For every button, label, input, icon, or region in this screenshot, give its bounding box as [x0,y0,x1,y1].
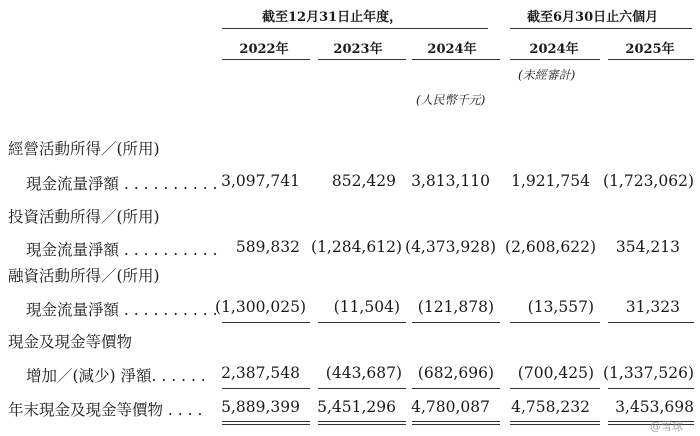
cell-value: (1,300,025) [215,298,306,316]
cell-value: (700,425) [517,364,594,382]
year-rule [510,59,600,60]
cell-value: 589,832 [235,238,300,256]
cell-value: (1,337,526) [603,364,694,382]
subtotal-rule [608,322,694,323]
cell-value: (2,608,622) [505,238,596,256]
year-rule [318,59,406,60]
cell-value: (4,373,928) [405,238,496,256]
year-rule [608,59,694,60]
cell-value: 852,429 [331,172,396,190]
group-rule-annual [222,28,488,29]
total-double-rule [412,421,500,425]
row-label-net-change: 現金及現金等價物 [8,333,133,351]
total-top-rule [608,388,694,389]
total-double-rule [510,421,600,425]
total-top-rule [510,388,600,389]
cell-value: 1,921,754 [511,172,590,190]
total-double-rule [222,421,310,425]
cell-value: 354,213 [615,238,680,256]
row-label-year-end-cash: 年末現金及現金等價物 . . . . [8,401,203,419]
subtotal-rule [318,322,406,323]
total-top-rule [412,388,500,389]
year-header-2024: 2024年 [427,42,477,57]
cell-value: (13,557) [527,298,594,316]
group-rule-half-year [510,28,692,29]
year-header-2025-h1: 2025年 [625,42,675,57]
total-value: 4,780,087 [411,398,490,416]
cell-value: 3,097,741 [221,172,300,190]
cell-value: (11,504) [333,298,400,316]
subtotal-rule [412,322,500,323]
total-value: 3,453,698 [615,398,694,416]
row-label-investing: 投資活動所得／(所用) [8,208,160,226]
cell-value: (121,878) [417,298,494,316]
row-sublabel-net-change: 增加／(減少) 淨額. . . . . . [26,367,206,385]
currency-note: (人民幣千元) [416,93,486,107]
row-label-financing: 融資活動所得／(所用) [8,267,160,285]
total-value: 5,451,296 [317,398,396,416]
subtotal-rule [222,322,310,323]
group-title-half-year: 截至6月30日止六個月 [527,10,659,25]
total-value: 5,889,399 [221,398,300,416]
row-sublabel-operating: 現金流量淨額 . . . . . . . . . . [26,175,218,193]
year-header-2022: 2022年 [239,42,289,57]
total-double-rule [318,421,406,425]
cell-value: 2,387,548 [221,364,300,382]
unaudited-note: (未經審計) [518,68,576,82]
cell-value: (1,723,062) [603,172,694,190]
cell-value: (443,687) [325,364,402,382]
cell-value: 31,323 [625,298,680,316]
year-header-2024-h1: 2024年 [529,42,579,57]
row-label-operating: 經營活動所得／(所用) [8,140,160,158]
total-top-rule [318,388,406,389]
row-sublabel-financing: 現金流量淨額 . . . . . . . . . . [26,301,218,319]
total-value: 4,758,232 [511,398,590,416]
group-title-annual: 截至12月31日止年度， [262,10,403,25]
year-rule [222,59,310,60]
total-top-rule [222,388,310,389]
watermark: @雪球 [650,420,683,433]
cell-value: (1,284,612) [311,238,402,256]
cell-value: (682,696) [417,364,494,382]
subtotal-rule [510,322,600,323]
year-rule [412,59,500,60]
cell-value: 3,813,110 [411,172,490,190]
row-sublabel-investing: 現金流量淨額 . . . . . . . . . . [26,241,218,259]
year-header-2023: 2023年 [333,42,383,57]
